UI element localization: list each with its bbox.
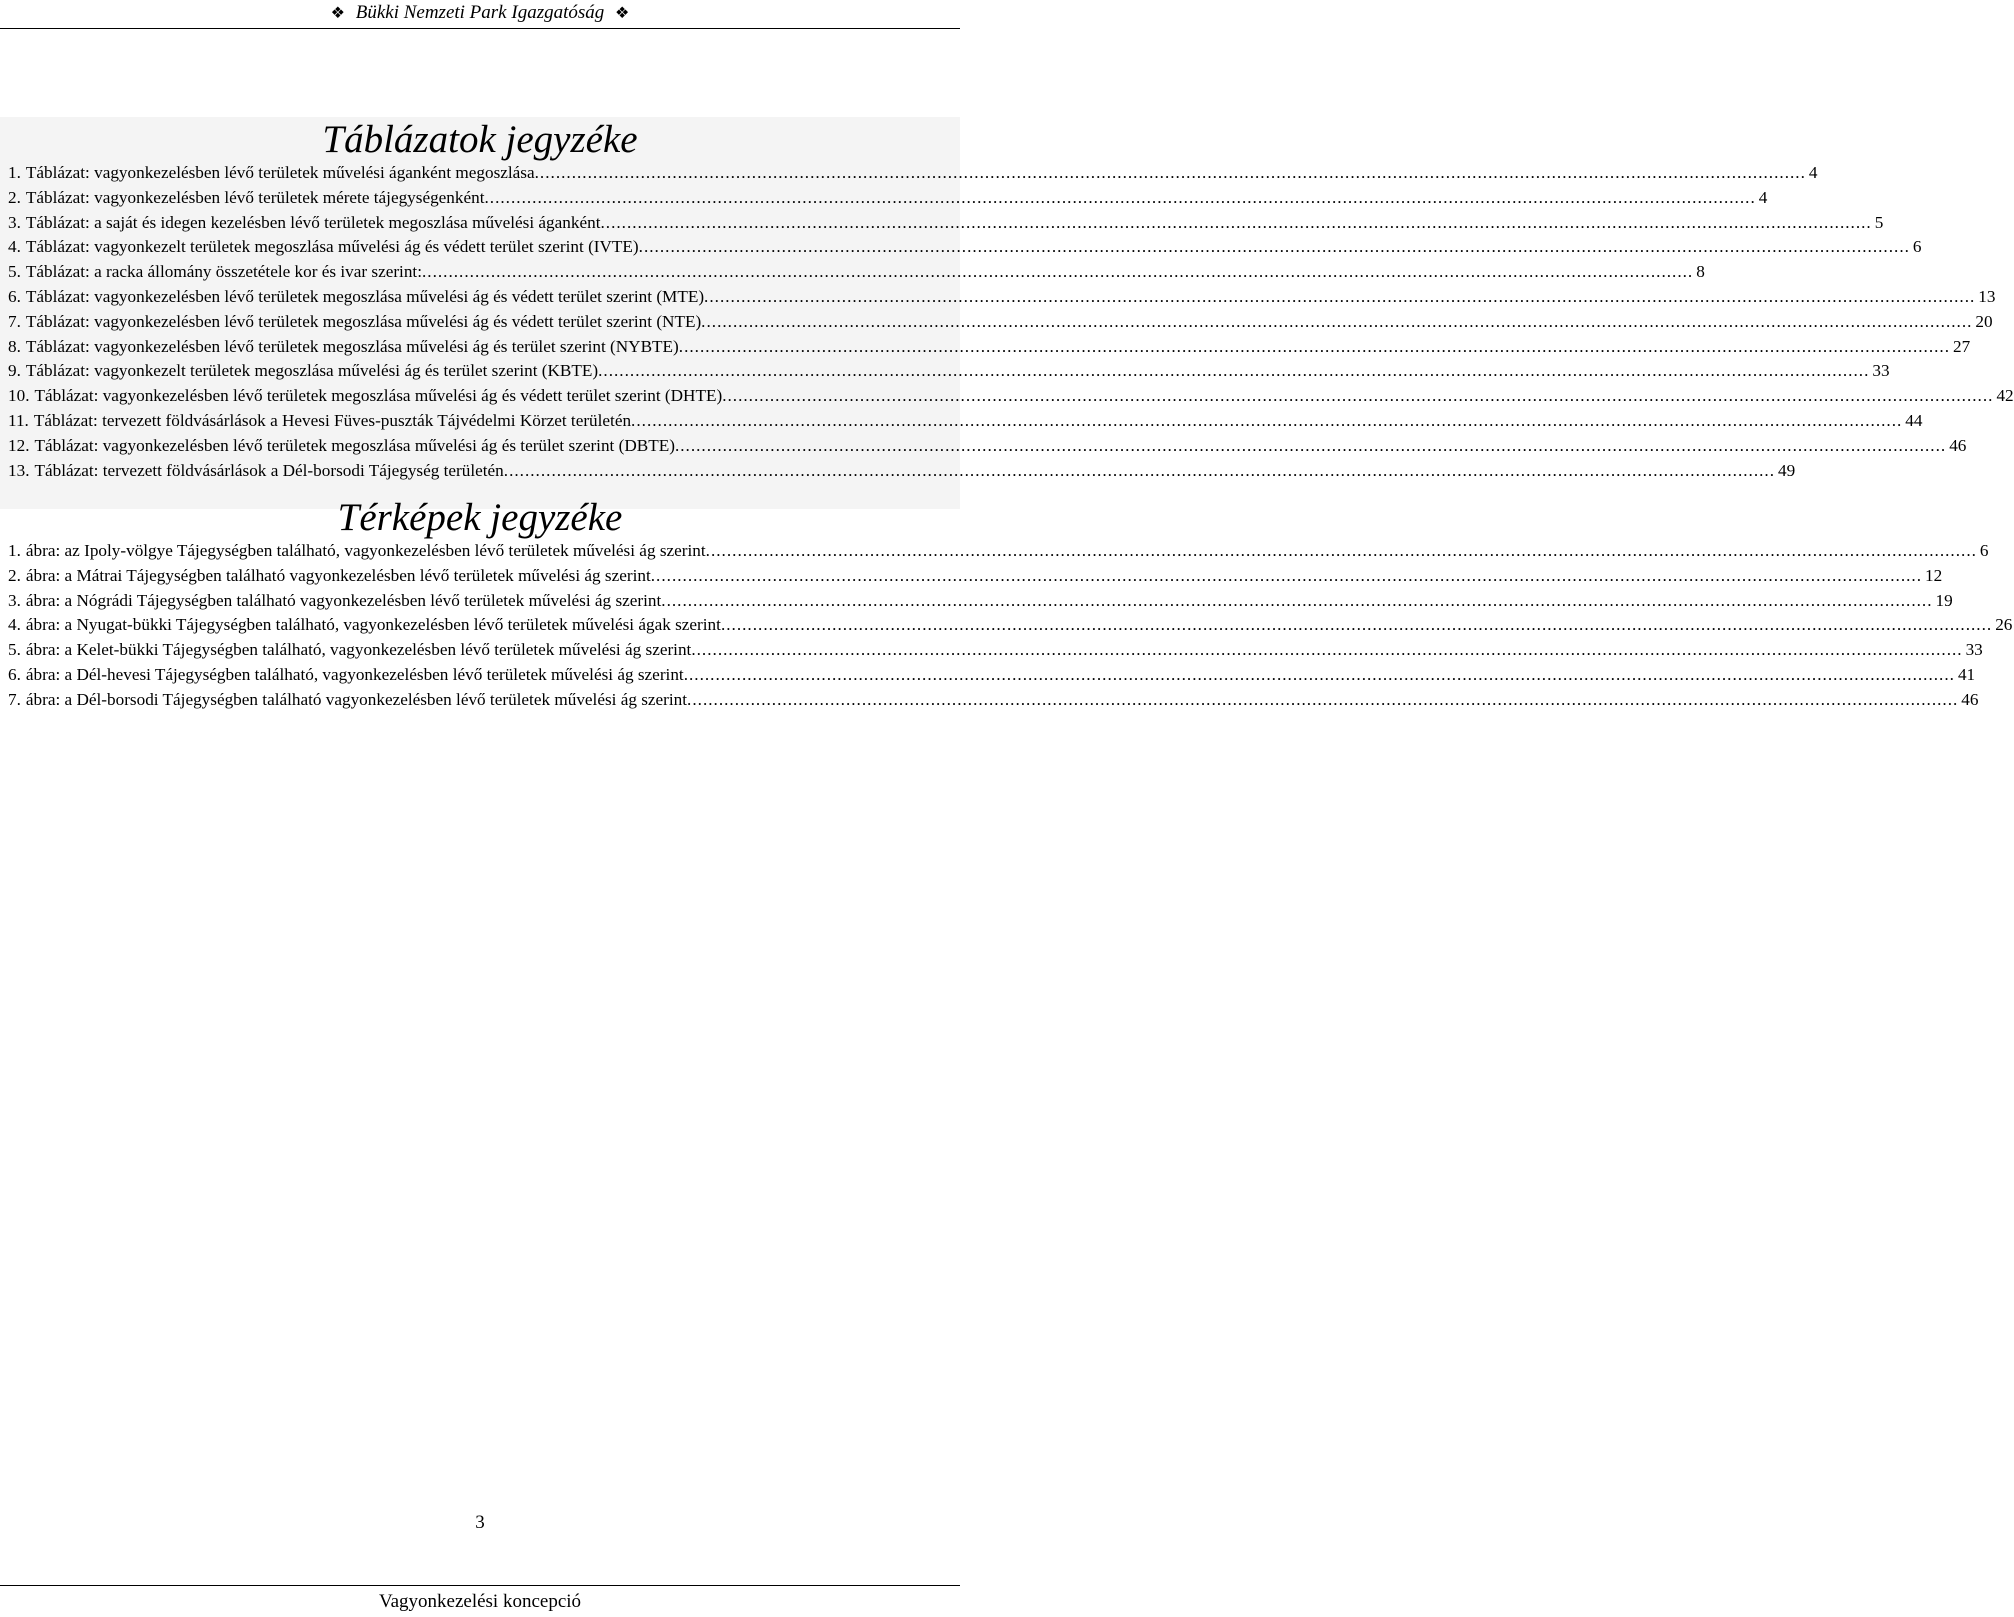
dot-leader — [651, 564, 1922, 588]
dot-leader — [661, 589, 1932, 613]
dot-leader — [684, 663, 1955, 687]
entry-page-number: 4 — [1808, 163, 1818, 182]
dot-leader — [631, 409, 1902, 433]
entry-number: 9. — [8, 361, 21, 381]
page-footer: Vagyonkezelési koncepció — [378, 1591, 582, 1612]
entry-page-number: 44 — [1905, 410, 1923, 430]
table-toc-entry[interactable] — [8, 260, 1705, 285]
dot-leader — [687, 688, 1958, 712]
table-toc-entry[interactable] — [8, 186, 1768, 211]
entry-number: 5. — [8, 640, 21, 660]
maps-heading: Térképek jegyzéke — [337, 496, 623, 539]
dot-leader — [484, 186, 1755, 210]
dot-leader — [701, 310, 1972, 334]
entry-number: 2. — [8, 187, 21, 207]
table-toc-entry[interactable] — [8, 211, 1884, 236]
entry-page-number: 6 — [1979, 541, 1989, 560]
entry-title: ábra: a Nógrádi Tájegységben található vagyonkezelésben lévő területek művelési ág szerint — [25, 590, 662, 610]
entry-title: Táblázat: a racka állomány összetétele kor és ivar szerint: — [25, 262, 422, 282]
entry-number: 7. — [8, 689, 21, 709]
table-toc-entry[interactable] — [8, 285, 1996, 310]
entry-page-number: 8 — [1696, 262, 1705, 282]
dot-leader — [600, 211, 1871, 235]
entry-page-number: 33 — [1965, 640, 1983, 660]
header-divider — [0, 28, 960, 29]
map-toc-entry[interactable] — [8, 589, 1953, 614]
table-toc-entry[interactable] — [8, 434, 1967, 459]
entry-number: 6. — [8, 664, 21, 684]
entry-page-number: 20 — [1975, 311, 1993, 331]
entry-title: Táblázat: tervezett földvásárlások a Dél-borsodi Tájegység területén — [34, 460, 504, 480]
table-toc-entry[interactable] — [8, 235, 1922, 260]
entry-page-number: 46 — [1961, 689, 1979, 709]
dot-leader — [706, 539, 1977, 563]
dot-leader — [504, 459, 1775, 483]
entry-number: 3. — [8, 590, 21, 610]
page-header — [0, 0, 960, 26]
entry-title: Táblázat: tervezett földvásárlások a Hevesi Füves-puszták Tájvédelmi Körzet területén — [33, 410, 632, 430]
map-toc-entry[interactable] — [8, 688, 1979, 713]
dot-leader — [679, 335, 1950, 359]
map-toc-entry[interactable] — [8, 663, 1976, 688]
entry-number: 1. — [8, 163, 21, 182]
map-toc-entry[interactable] — [8, 638, 1983, 663]
entry-number: 10. — [8, 386, 30, 406]
entry-title: Táblázat: vagyonkezelésben lévő területek megoszlása művelési ág és terület szerint (DBTE) — [34, 435, 675, 455]
entry-title: ábra: a Dél-hevesi Tájegységben található, vagyonkezelésben lévő területek művelési ág szerint — [25, 664, 684, 684]
dot-leader — [535, 161, 1806, 185]
tables-toc-list — [8, 161, 2014, 483]
entry-page-number: 13 — [1978, 286, 1996, 306]
entry-number: 4. — [8, 237, 21, 257]
entry-title: Táblázat: vagyonkezelésben lévő területek megoszlása művelési ág és terület szerint (NYBTE) — [25, 336, 679, 356]
entry-title: Táblázat: vagyonkezelt területek megoszlása művelési ág és védett terület szerint (IVTE) — [25, 237, 639, 257]
dot-leader — [704, 285, 1975, 309]
footer-divider — [0, 1585, 960, 1586]
entry-title: Táblázat: vagyonkezelésben lévő területek mérete tájegységenként — [25, 187, 485, 207]
entry-title: Táblázat: vagyonkezelésben lévő területek megoszlása művelési ág és védett terület szerint (MTE) — [25, 286, 705, 306]
entry-title: Táblázat: vagyonkezelésben lévő területek megoszlása művelési ág és védett terület szerint (DHTE) — [34, 386, 723, 406]
entry-number: 5. — [8, 262, 21, 282]
diamond-ornament-icon: ❖ — [330, 5, 345, 22]
map-toc-entry[interactable] — [8, 564, 1943, 589]
table-toc-entry[interactable] — [8, 409, 1923, 434]
map-toc-entry[interactable] — [8, 613, 2013, 638]
entry-title: ábra: az Ipoly-völgye Tájegységben található, vagyonkezelésben lévő területek művelési ág szerint — [25, 541, 706, 560]
entry-title: Táblázat: vagyonkezelésben lévő területek művelési áganként megoszlása — [25, 163, 535, 182]
map-toc-entry[interactable] — [8, 539, 1989, 564]
entry-title: Táblázat: vagyonkezelt területek megoszlása művelési ág és terület szerint (KBTE) — [25, 361, 599, 381]
entry-page-number: 6 — [1912, 237, 1922, 257]
entry-page-number: 46 — [1949, 435, 1967, 455]
entry-title: ábra: a Dél-borsodi Tájegységben található vagyonkezelésben lévő területek művelési ág szerint — [25, 689, 688, 709]
dot-leader — [722, 384, 1993, 408]
entry-page-number: 49 — [1778, 460, 1796, 480]
table-toc-entry[interactable] — [8, 459, 1796, 484]
entry-number: 11. — [8, 410, 29, 430]
entry-number: 4. — [8, 615, 21, 635]
entry-title: Táblázat: vagyonkezelésben lévő területek megoszlása művelési ág és védett terület szerint (NTE) — [25, 311, 702, 331]
table-toc-entry[interactable] — [8, 359, 1890, 384]
maps-toc-list — [8, 539, 2013, 713]
table-toc-entry[interactable] — [8, 335, 1971, 360]
entry-number: 2. — [8, 565, 21, 585]
table-toc-entry[interactable] — [8, 161, 1818, 186]
entry-page-number: 12 — [1925, 565, 1943, 585]
dot-leader — [721, 613, 1992, 637]
dot-leader — [691, 638, 1962, 662]
entry-page-number: 26 — [1995, 615, 2013, 635]
entry-number: 1. — [8, 541, 21, 560]
entry-page-number: 27 — [1953, 336, 1971, 356]
dot-leader — [422, 260, 1693, 284]
tables-heading: Táblázatok jegyzéke — [322, 118, 638, 161]
entry-number: 8. — [8, 336, 21, 356]
diamond-ornament-icon: ❖ — [615, 5, 630, 22]
header-title: Bükki Nemzeti Park Igazgatóság — [355, 2, 605, 23]
entry-title: ábra: a Mátrai Tájegységben található vagyonkezelésben lévő területek művelési ág szerint — [25, 565, 651, 585]
entry-number: 12. — [8, 435, 30, 455]
entry-page-number: 42 — [1996, 386, 2014, 406]
entry-page-number: 33 — [1872, 361, 1890, 381]
entry-title: ábra: a Kelet-bükki Tájegységben található, vagyonkezelésben lévő területek művelési ág szerint — [25, 640, 692, 660]
entry-page-number: 5 — [1874, 212, 1884, 232]
entry-number: 6. — [8, 286, 21, 306]
entry-number: 13. — [8, 460, 30, 480]
dot-leader — [639, 235, 1910, 259]
entry-page-number: 41 — [1957, 664, 1976, 684]
entry-page-number: 19 — [1935, 590, 1953, 610]
entry-title: ábra: a Nyugat-bükki Tájegységben található, vagyonkezelésben lévő területek művelési ágak szerint — [25, 615, 721, 635]
entry-number: 3. — [8, 212, 21, 232]
table-toc-entry[interactable] — [8, 384, 2014, 409]
entry-title: Táblázat: a saját és idegen kezelésben lévő területek megoszlása művelési áganként — [25, 212, 601, 232]
dot-leader — [598, 359, 1869, 383]
table-toc-entry[interactable] — [8, 310, 1993, 335]
dot-leader — [675, 434, 1946, 458]
entry-page-number: 4 — [1758, 187, 1768, 207]
entry-number: 7. — [8, 311, 21, 331]
page-number: 3 — [475, 1512, 485, 1533]
